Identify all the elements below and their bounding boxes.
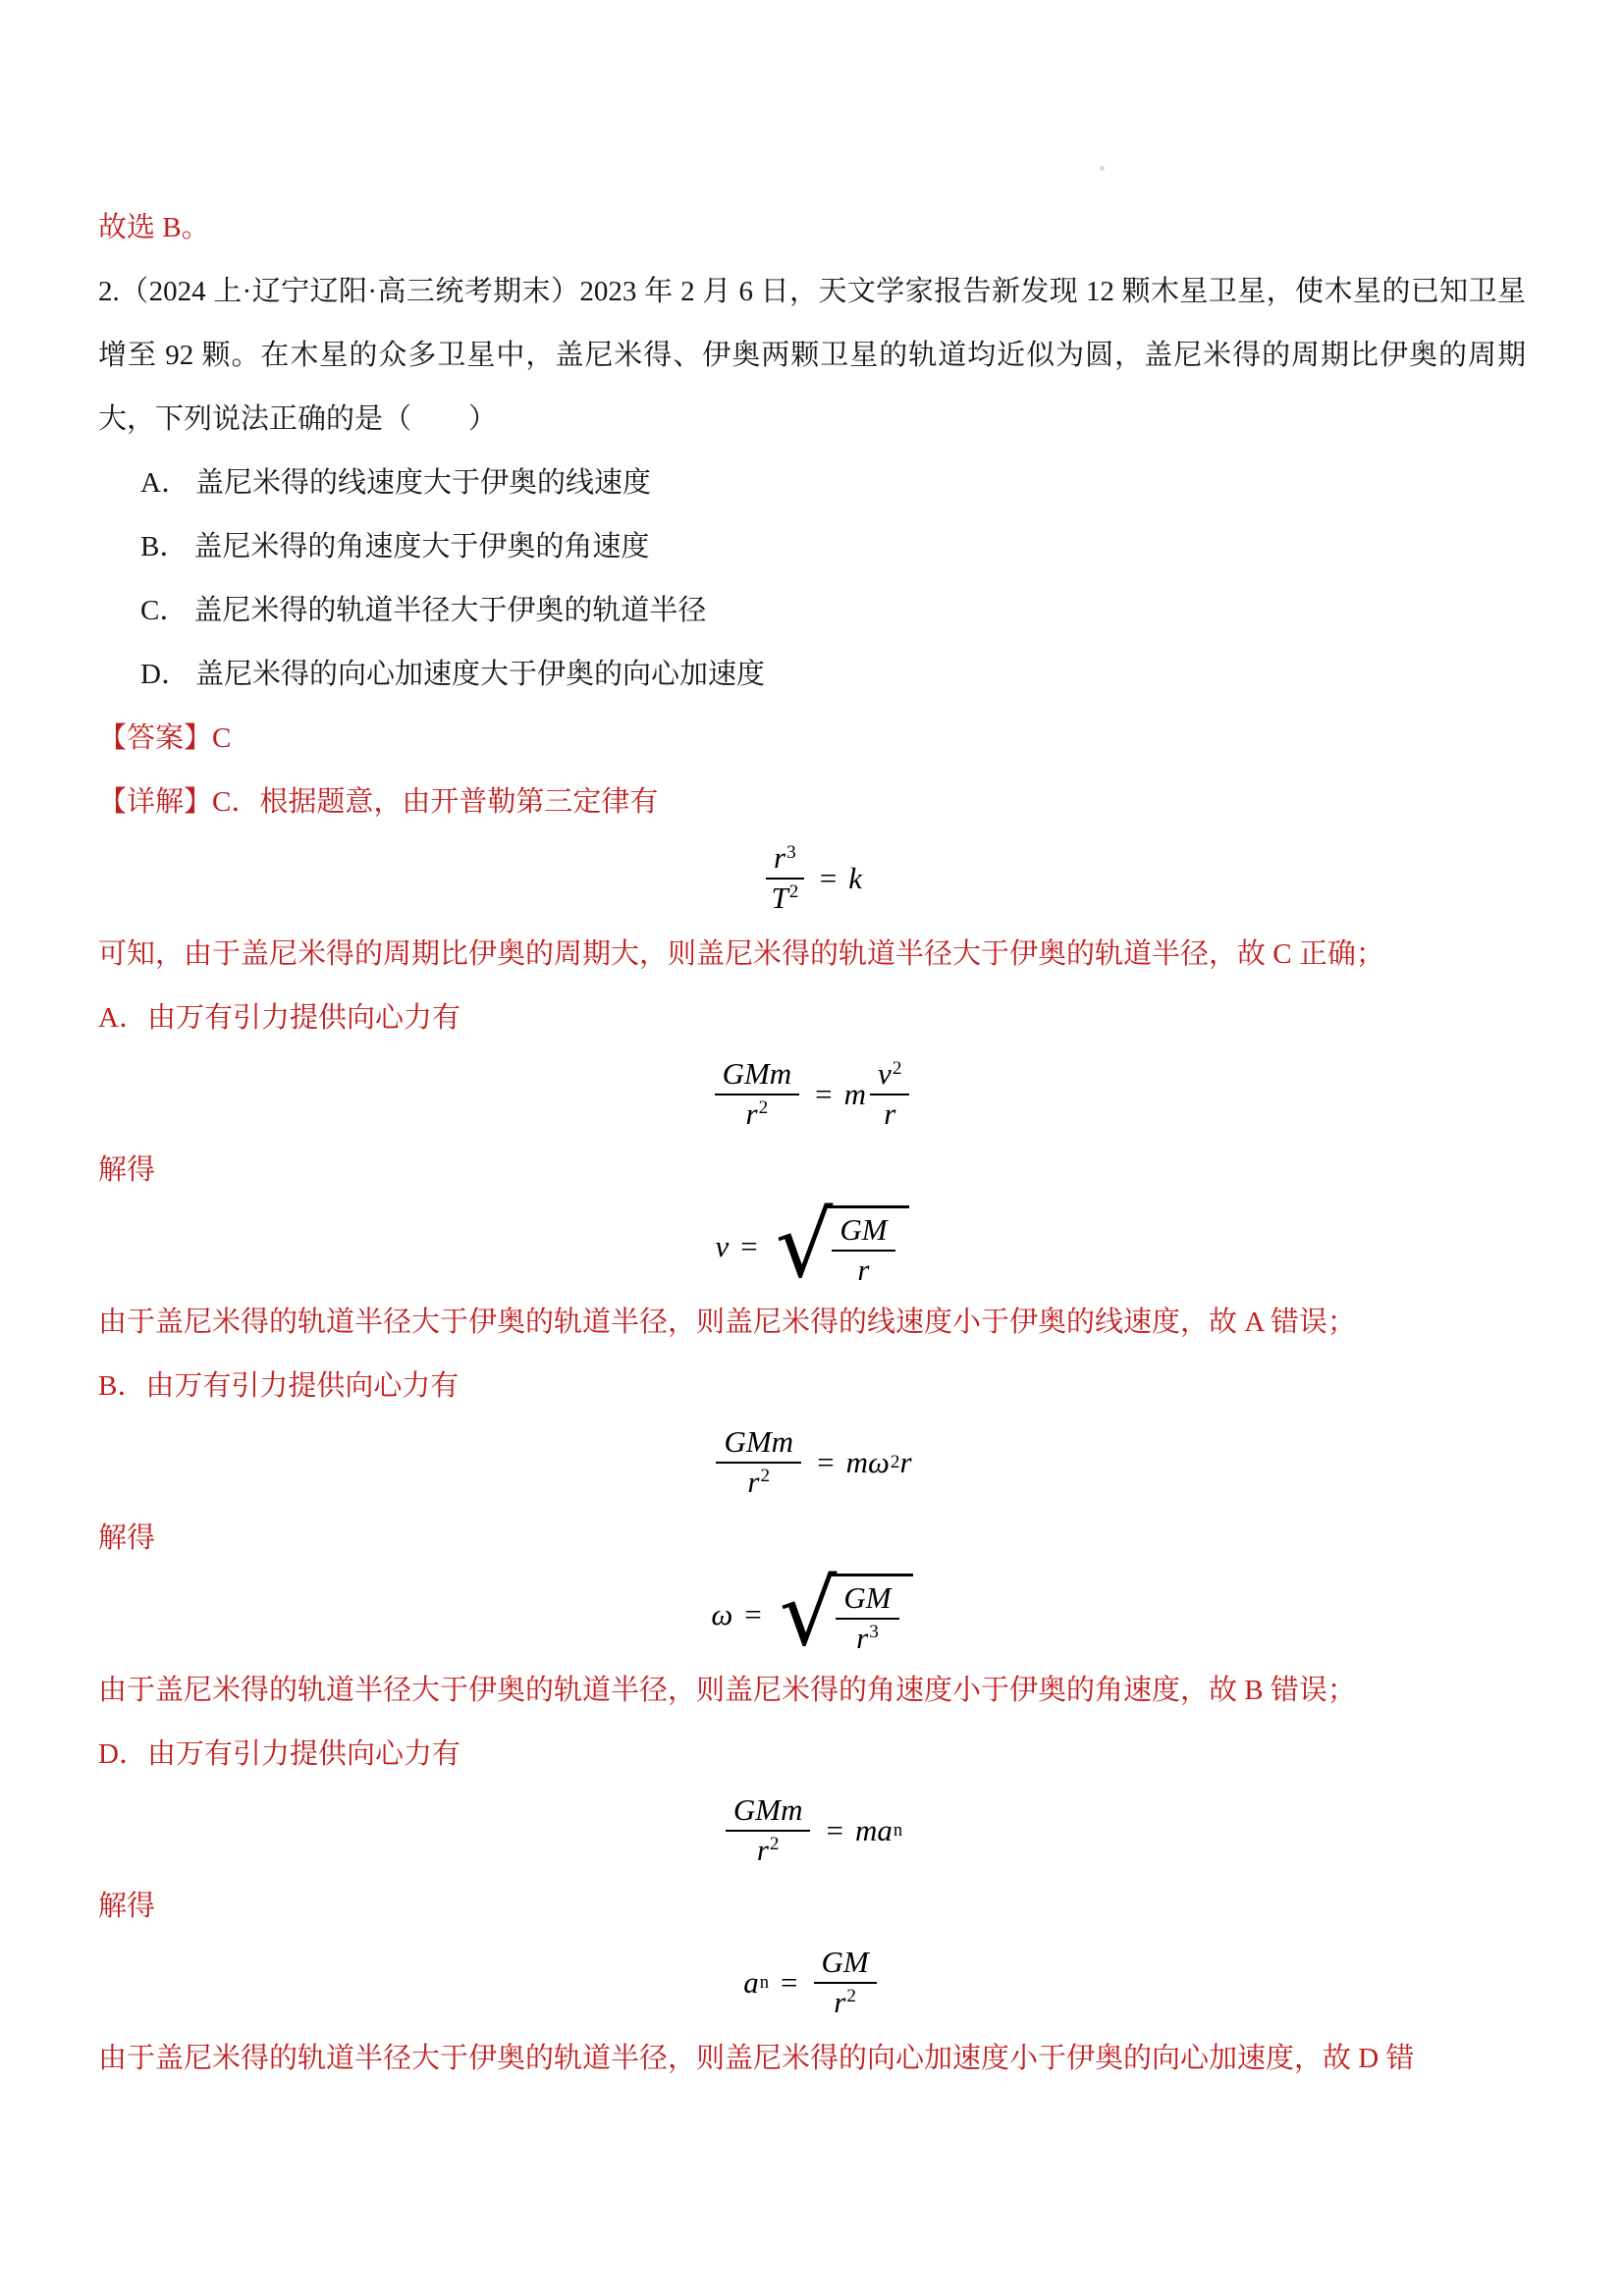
fraction-denominator (856, 1620, 879, 1655)
fraction-denominator (746, 1095, 769, 1131)
option-d (98, 643, 1526, 707)
square-root (779, 1560, 913, 1666)
math-var: r (899, 1445, 912, 1479)
detail-label: 【详解】 (98, 786, 213, 818)
equals-sign: = (740, 1229, 758, 1263)
stray-mark (1100, 166, 1105, 171)
math-var: r (774, 840, 786, 876)
fraction-numerator (814, 1947, 877, 1984)
equals-sign: = (815, 1077, 833, 1111)
radical-sign: √ (779, 1560, 838, 1666)
fraction-denominator (771, 880, 798, 915)
fraction (716, 1426, 801, 1498)
explain-a-conclusion: 由于盖尼米得的轨道半径大于伊奥的轨道半径，则盖尼米得的线速度小于伊奥的线速度，故 A 错误； (98, 1307, 1356, 1338)
math-var: ma (854, 1813, 893, 1847)
math-exponent: 2 (846, 1986, 856, 2007)
explain-b-head: B．由万有引力提供向心力有 (98, 1370, 460, 1402)
explain-b-conclusion: 由于盖尼米得的轨道半径大于伊奥的轨道半径，则盖尼米得的角速度小于伊奥的角速度，故 B 错误； (98, 1675, 1356, 1706)
math-var: GMm (732, 1792, 803, 1828)
question-stem: 2.（2024 上·辽宁辽阳·高三统考期末）2023 年 2 月 6 日，天文学家报告新发现 12 颗木星卫星，使木星的已知卫星增至 92 颗。在木星的众多卫星中，盖尼米得、伊奥两颗卫星的轨道均近似为圆，盖尼米得的周期比伊奥的周期大，下列说法正确的是（ ） (98, 276, 1526, 435)
answer-label: 【答案】 (98, 722, 213, 754)
math-exponent: 3 (869, 1621, 879, 1642)
math-var: a (743, 1965, 759, 2000)
equals-sign: = (781, 1965, 798, 2000)
fraction-numerator (766, 842, 804, 880)
options-list (98, 452, 1526, 707)
option-b-label: B． (140, 531, 189, 562)
fraction-numerator (726, 1794, 811, 1832)
radicand (828, 1574, 912, 1656)
fraction (715, 1058, 800, 1130)
solve-label: 解得 (98, 1154, 156, 1186)
option-b (98, 515, 1526, 579)
fraction-denominator (757, 1832, 780, 1867)
fraction-denominator (857, 1252, 869, 1287)
fraction (832, 1211, 894, 1287)
square-root (775, 1192, 909, 1298)
equals-sign: = (817, 1445, 835, 1479)
math-var: GM (843, 1579, 892, 1615)
math-exponent: 3 (786, 841, 796, 863)
math-var: r (857, 1252, 870, 1287)
fraction-denominator (884, 1095, 895, 1131)
detail-intro-text: C．根据题意，由开普勒第三定律有 (212, 786, 659, 818)
math-var: GM (839, 1211, 888, 1247)
radical-sign: √ (775, 1192, 834, 1298)
fraction-numerator (716, 1426, 801, 1464)
equation-gravitation-acceleration: $\frac{\text{GMm}}{r^2}$ = ma n (98, 1787, 1526, 1875)
math-var: ω (711, 1597, 733, 1631)
math-var: r (834, 1985, 846, 2019)
equation-gravitation-angular-speed: $\frac{\text{GMm}}{r^2}$ = mω 2 r (98, 1418, 1526, 1507)
math-var: r (756, 1833, 769, 1867)
option-c-label: C． (140, 595, 189, 626)
fraction (836, 1579, 898, 1655)
math-var: r (884, 1096, 896, 1131)
explain-d-head: D．由万有引力提供向心力有 (98, 1738, 460, 1770)
previous-answer-conclusion: 故选 B。 (98, 212, 210, 243)
math-var: k (848, 861, 862, 895)
math-var: GMm (724, 1424, 794, 1460)
option-a-label: A． (140, 467, 189, 499)
fraction (766, 842, 804, 914)
fraction-numerator (836, 1579, 898, 1620)
option-d-text: 盖尼米得的向心加速度大于伊奥的向心加速度 (194, 659, 765, 690)
option-a (98, 452, 1526, 515)
fraction (726, 1794, 811, 1866)
fraction-numerator (715, 1058, 800, 1095)
math-var: v (878, 1056, 892, 1092)
explain-a-head: A．由万有引力提供向心力有 (98, 1002, 460, 1034)
math-var: GMm (722, 1056, 792, 1092)
fraction-numerator (870, 1058, 909, 1095)
equation-kepler-third-law (98, 834, 1526, 923)
math-var: r (856, 1620, 869, 1655)
detail-intro-line (98, 771, 1526, 834)
option-a-text: 盖尼米得的线速度大于伊奥的线速度 (194, 467, 651, 499)
answer-line (98, 707, 1526, 771)
option-d-label: D． (140, 659, 189, 690)
equation-a-result: a n = $\frac{GM}{r^2}$ (98, 1939, 1526, 2027)
explain-c-line: 可知，由于盖尼米得的周期比伊奥的周期大，则盖尼米得的轨道半径大于伊奥的轨道半径，故 C 正确； (98, 938, 1384, 970)
math-var: r (745, 1096, 758, 1131)
radicand (824, 1205, 908, 1288)
equals-sign: = (826, 1813, 843, 1847)
explain-d-conclusion: 由于盖尼米得的轨道半径大于伊奥的轨道半径，则盖尼米得的向心加速度小于伊奥的向心加速度，故 D 错 (98, 2043, 1415, 2074)
equation-v-result (98, 1192, 1526, 1298)
fraction (870, 1058, 909, 1130)
solve-label: 解得 (98, 1891, 156, 1922)
fraction-denominator (747, 1464, 770, 1499)
option-c (98, 579, 1526, 643)
math-exponent: 2 (758, 1097, 769, 1119)
math-exponent: 2 (769, 1834, 780, 1855)
math-var: GM (821, 1945, 869, 1980)
fraction (814, 1947, 877, 2018)
math-var: v (715, 1229, 730, 1263)
math-exponent: 2 (760, 1466, 771, 1487)
math-var: r (747, 1465, 760, 1499)
option-b-text: 盖尼米得的角速度大于伊奥的角速度 (193, 531, 650, 562)
answer-value: C (212, 722, 232, 754)
equals-sign: = (744, 1597, 762, 1631)
equation-gravitation-linear-speed (98, 1050, 1526, 1139)
fraction-numerator (832, 1211, 894, 1252)
math-var: mω (845, 1445, 890, 1479)
math-exponent: 2 (788, 881, 799, 903)
fraction-denominator (834, 1984, 856, 2019)
equals-sign: = (819, 861, 838, 895)
option-c-text: 盖尼米得的轨道半径大于伊奥的轨道半径 (193, 595, 707, 626)
math-var: T (771, 881, 788, 915)
math-exponent: 2 (892, 1057, 902, 1079)
equation-w-result (98, 1560, 1526, 1666)
solve-label: 解得 (98, 1522, 156, 1554)
math-var: m (843, 1077, 867, 1111)
